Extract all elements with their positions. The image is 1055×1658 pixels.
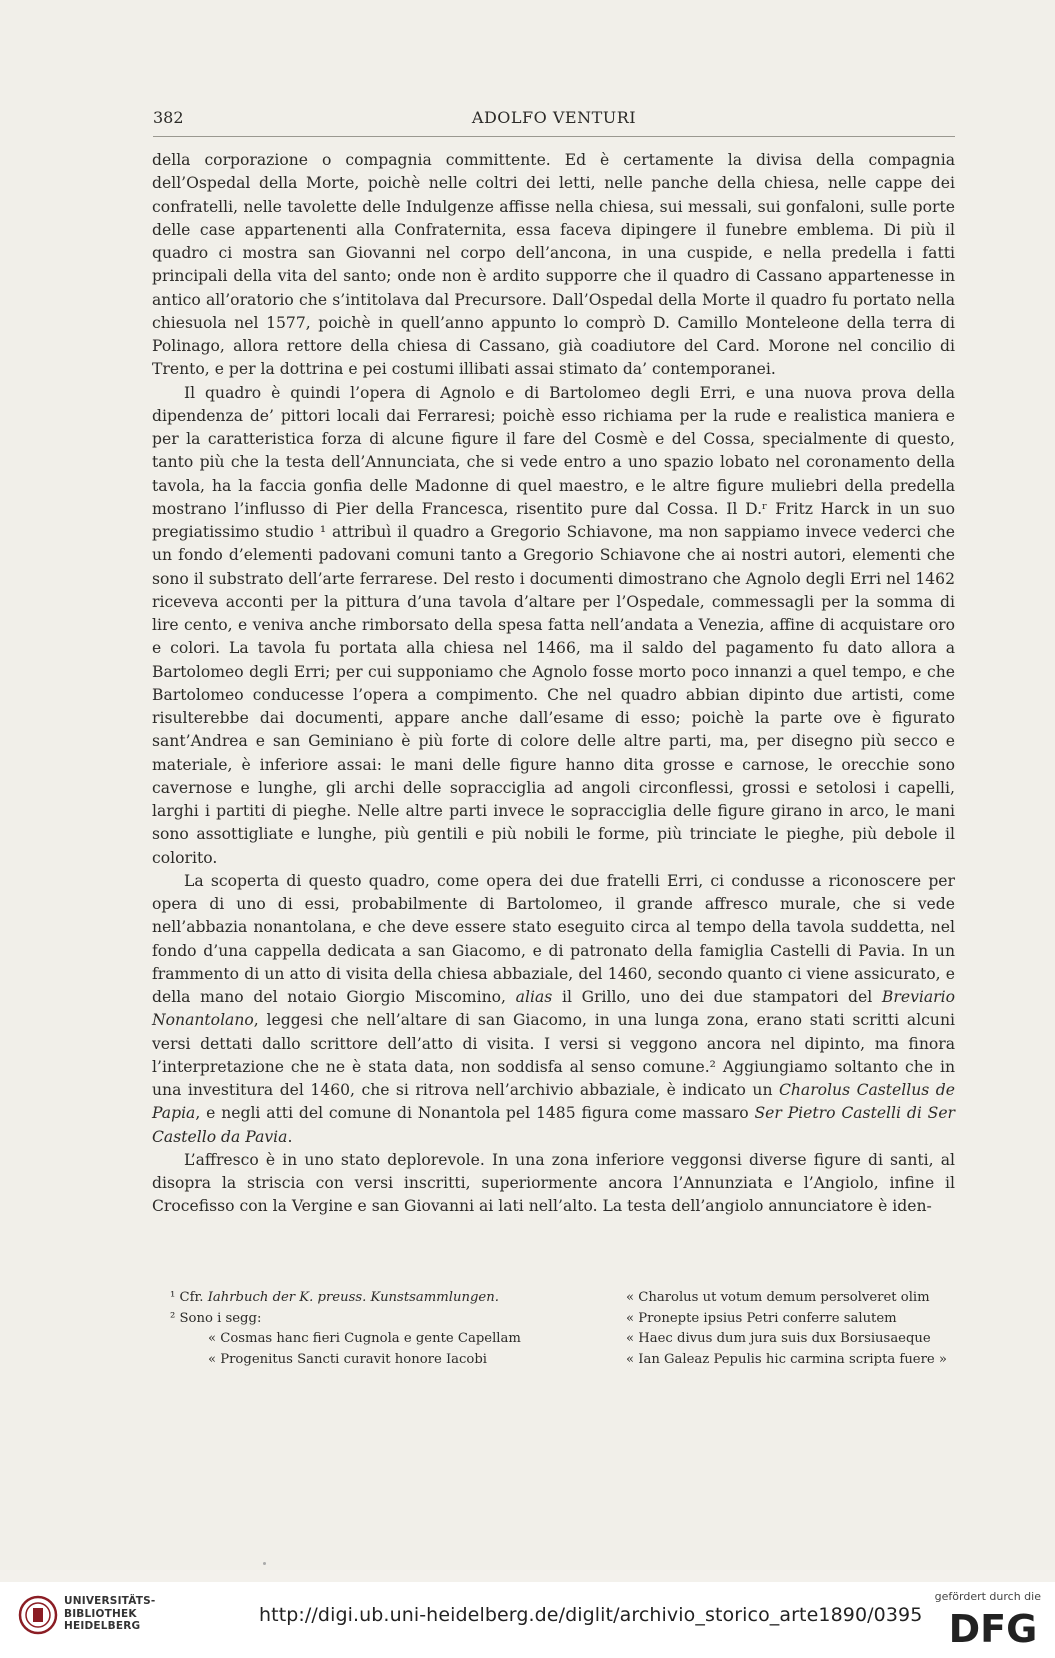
paragraph-3-part: , e negli atti del comune di Nonantola pel 1485 figura come massaro xyxy=(195,1104,755,1123)
verse-line: « Progenitus Sancti curavit honore Iacobi xyxy=(208,1351,487,1367)
library-name-line: HEIDELBERG xyxy=(64,1620,141,1632)
paragraph-3-italic: alias xyxy=(515,988,553,1006)
paragraph-4: L’affresco è in uno stato deplorevole. In una zona inferiore veggonsi diverse figure di santi, al disopra la striscia con versi inscritti, superiormente ancora l’Annunziata e l’Angiolo, infine il Crocefisso con la Vergine e san Giovanni ai lati nell’alto. La testa dell’angiolo annunciatore è iden- xyxy=(152,1150,955,1216)
header-rule xyxy=(153,136,955,137)
verse-line: « Haec divus dum jura suis dux Borsiusaeque xyxy=(626,1331,931,1347)
paragraph-3-italic: Charolus Castellus de Papia xyxy=(152,1081,955,1123)
running-title: ADOLFO VENTURI xyxy=(471,108,637,127)
footnote-1-title: Iahrbuch der K. preuss. Kunstsammlungen. xyxy=(207,1290,499,1305)
page-header xyxy=(153,108,955,134)
library-name-line: UNIVERSITÄTS- xyxy=(64,1595,156,1607)
verse-line: « Ian Galeaz Pepulis hic carmina scripta fuere » xyxy=(626,1351,947,1367)
paragraph-1: della corporazione o compagnia committente. Ed è certamente la divisa della compagnia dell’Ospedal della Morte, poichè nelle coltri dei letti, nelle panche della chiesa, nelle cappe dei confratelli, nelle tavolette delle Indulgenze affisse nella chiesa, sui messali, sui gonfaloni, sulle porte delle case appartenenti alla Confraternita, essa faceva dipingere il funebre emblema. Di più il quadro ci mostra san Giovanni nel corpo dell’ancona, in una cuspide, e nella predella i fatti principali della vita del santo; onde non è ardito supporre che il quadro di Cassano appartenesse in antico all’oratorio che s’intitolava dal Precursore. Dall’Ospedal della Morte il quadro fu portato nella chiesuola nel 1577, poichè in quell’anno appunto lo comprò D. Camillo Monteleone della terra di Polinago, allora rettore della chiesa di Cassano, già coadiutore del Card. Morone nel concilio di Trento, e per la dottrina e pei costumi illibati assai stimato da’ contemporanei. xyxy=(152,151,955,379)
paragraph-3-part: il Grillo, uno dei due stampatori del xyxy=(552,988,882,1006)
library-name-line: BIBLIOTHEK xyxy=(64,1607,137,1620)
dfg-logo-text: DFG xyxy=(948,1607,1038,1648)
paragraph-3-part: . xyxy=(287,1127,293,1146)
university-seal-icon xyxy=(18,1595,58,1635)
library-name xyxy=(64,1595,155,1633)
dfg-logo-icon xyxy=(947,1606,1039,1648)
page-number: 382 xyxy=(153,108,184,127)
paragraph-3-italic: Breviario Nonantolano xyxy=(152,988,955,1030)
paragraph-2: Il quadro è quindi l’opera di Agnolo e di Bartolomeo degli Erri, e una nuova prova della dipendenza de’ pittori locali dai Ferraresi; poichè esso richiama per la rude e realistica maniera e per la caratteristica forza di alcune figure il fare del Cosmè e del Cossa, specialmente di questo, tanto più che la testa dell’Annunciata, che si vede entro a uno spazio lobato nel coronamento della tavola, ha la faccia gonfia delle Madonne di quel maestro, e le altre figure muliebri della predella mostrano l’influsso di Pier della Francesca, risentito pure dal Cossa. Il D.ʳ Fritz Harck in un suo pregiatissimo studio ¹ attribuì il quadro a Gregorio Schiavone, ma non sappiamo invece vederci che un fondo d’elementi padovani comuni tanto a Gregorio Schiavone che ai nostri autori, elementi che sono il substrato dell’arte ferrarese. Del resto i documenti dimostrano che Agnolo degli Erri nel 1462 riceveva acconti per la pittura d’una tavola d’altare per l’Ospedale, commessagli per la somma di lire cento, e veniva anche rimborsato della spesa fatta nell’andata a Venezia, affine di acquistare oro e colori. La tavola fu portata alla chiesa nel 1466, ma il saldo del pagamento fu dato allora a Bartolomeo degli Erri; per cui supponiamo che Agnolo fosse morto poco innanzi a quel tempo, e che Bartolomeo conducesse l’opera a compimento. Che nel quadro abbian dipinto due artisti, come risulterebbe dai documenti, appare anche dall’esame di esso; poichè la parte ove è figurato sant’Andrea e san Geminiano è più forte di colore delle altre parti, ma, per disegno più secco e materiale, è inferiore assai: le mani delle figure hanno dita grosse e carnose, le orecchie sono cavernose e lunghe, gli archi delle sopracciglia ad angoli circonflessi, grossi e setolosi i capelli, larghi i partiti di pieghe. Nelle altre parti invece le sopracciglia delle figure girano in arco, le mani sono assottigliate e lunghe, più gentili e più nobili le forme, più trinciate le pieghe, più debole il colorito. xyxy=(152,383,955,867)
viewer-footer xyxy=(0,1582,1055,1658)
sponsor-label: gefördert durch die xyxy=(934,1590,1041,1603)
verse-line: « Cosmas hanc fieri Cugnola e gente Capellam xyxy=(208,1331,521,1347)
paragraph-3 xyxy=(152,870,955,1149)
footnote-1 xyxy=(170,1288,570,1309)
footnotes-right-column xyxy=(626,1288,966,1370)
permalink-url[interactable]: http://digi.ub.uni-heidelberg.de/diglit/archivio_storico_arte1890/0395 xyxy=(259,1604,923,1626)
paragraph-3-part: La scoperta di questo quadro, come opera dei due fratelli Erri, ci condusse a riconoscere per opera di uno di essi, probabilmente di Bartolomeo, il grande affresco murale, che si vede nell’abbazia nonantolana, e che deve essere stato eseguito circa al tempo della tavola suddetta, nel fondo d’una cappella dedicata a san Giacomo, e di patronato della famiglia Castelli di Pavia. In un frammento di un atto di visita della chiesa abbaziale, del 1460, secondo quanto ci viene assicurato, e della mano del notaio Giorgio Miscomino, xyxy=(152,871,955,1006)
footnote-2: ² Sono i segg: xyxy=(170,1310,262,1326)
footnotes-left-column xyxy=(170,1288,570,1370)
body-text xyxy=(152,149,955,1219)
footnote-1-prefix: ¹ Cfr. xyxy=(170,1290,208,1305)
paragraph-3-part: , leggesi che nell’altare di san Giacomo, in una lunga zona, erano stati scritti alcuni versi dettati dallo scrittore dell’atto di visita. I versi si veggono ancora nel dipinto, ma finora l’interpretazione che ne è stata data, non soddisfa al senso comune.² Aggiungiamo soltanto che in una investitura del 1460, che si ritrova nell’archivio abbaziale, è indicato un xyxy=(152,1011,955,1099)
verse-line: « Pronepte ipsius Petri conferre salutem xyxy=(626,1310,897,1326)
paragraph-3-italic: Ser Pietro Castelli di Ser Castello da Pavia xyxy=(152,1104,956,1146)
verse-line: « Charolus ut votum demum persolveret olim xyxy=(626,1290,930,1305)
scan-speck xyxy=(263,1562,266,1565)
